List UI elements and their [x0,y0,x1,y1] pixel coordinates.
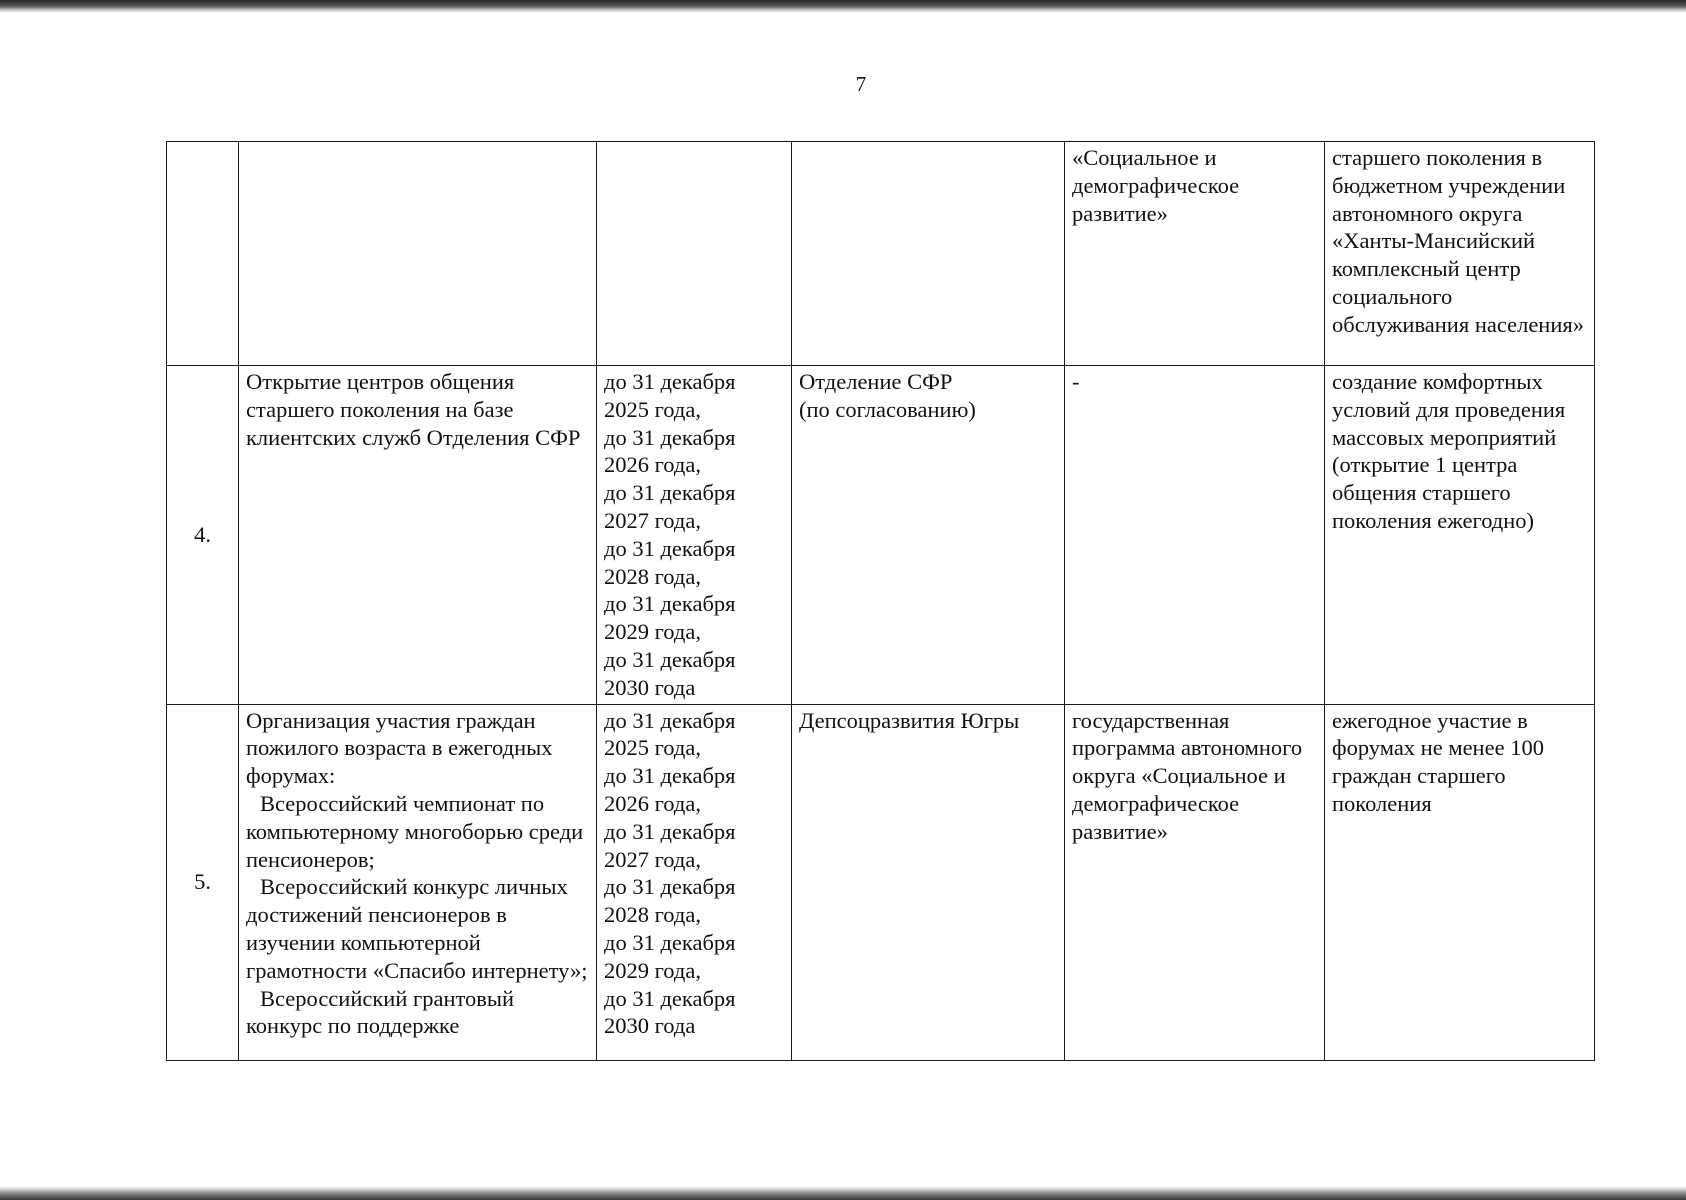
cell-program: - [1065,366,1325,705]
cell-executor [792,366,1065,705]
deadline-entry: до 31 декабря 2029 года, [604,591,736,645]
cell-result: создание комфортных условий для проведения массовых мероприятий (открытие 1 центра общения старшего поколения ежегодно) [1325,366,1595,705]
deadline-entry: до 31 декабря 2028 года, [604,535,736,589]
row-number: 4. [167,366,239,705]
scan-edge-top [0,0,1686,13]
executor-note: (по согласованию) [799,396,976,422]
cell-program: «Социальное и демографическое развитие» [1065,142,1325,366]
table-row-continued [167,142,1595,366]
cell-executor [792,142,1065,366]
cell-program: государственная программа автономного округа «Социальное и демографическое развитие» [1065,704,1325,1060]
cell-event [239,704,597,1060]
measures-table [166,141,1595,1061]
page-number: 7 [855,72,867,96]
cell-number [167,142,239,366]
event-item: Всероссийский конкурс личных достижений пенсионеров в изучении компьютерной грамотности «Спасибо интернету»; [246,874,588,983]
cell-result: старшего поколения в бюджетном учреждении автономного округа «Ханты-Мансийский комплексный центр социального обслуживания населения» [1325,142,1595,366]
executor-name: Отделение СФР [799,369,953,394]
table-row-4 [167,366,1595,705]
table-row-5 [167,704,1595,1060]
deadline-entry: до 31 декабря 2028 года, [604,874,736,928]
event-item: Всероссийский чемпионат по компьютерному многоборью среди пенсионеров; [246,790,584,872]
deadline-entry: до 31 декабря 2030 года [604,985,736,1039]
event-item: Всероссийский грантовый конкурс по поддержке [246,985,515,1039]
deadline-entry: до 31 декабря 2025 года, [604,369,736,422]
cell-result: ежегодное участие в форумах не менее 100 граждан старшего поколения [1325,704,1595,1060]
deadline-entry: до 31 декабря 2027 года, [604,818,736,872]
deadline-entry: до 31 декабря 2029 года, [604,929,736,983]
cell-deadline [597,366,792,705]
cell-event: Открытие центров общения старшего поколения на базе клиентских служб Отделения СФР [239,366,597,705]
cell-executor: Депсоцразвития Югры [792,704,1065,1060]
cell-deadline [597,142,792,366]
scan-edge-bottom [0,1186,1686,1200]
deadline-entry: до 31 декабря 2026 года, [604,424,736,478]
deadline-entry: до 31 декабря 2026 года, [604,763,736,816]
deadline-entry: до 31 декабря 2030 года [604,646,736,700]
row-number: 5. [167,704,239,1060]
cell-event [239,142,597,366]
cell-deadline [597,704,792,1060]
deadline-entry: до 31 декабря 2025 года, [604,707,736,761]
event-intro: Организация участия граждан пожилого возраста в ежегодных форумах: [246,707,553,789]
deadline-entry: до 31 декабря 2027 года, [604,480,736,533]
